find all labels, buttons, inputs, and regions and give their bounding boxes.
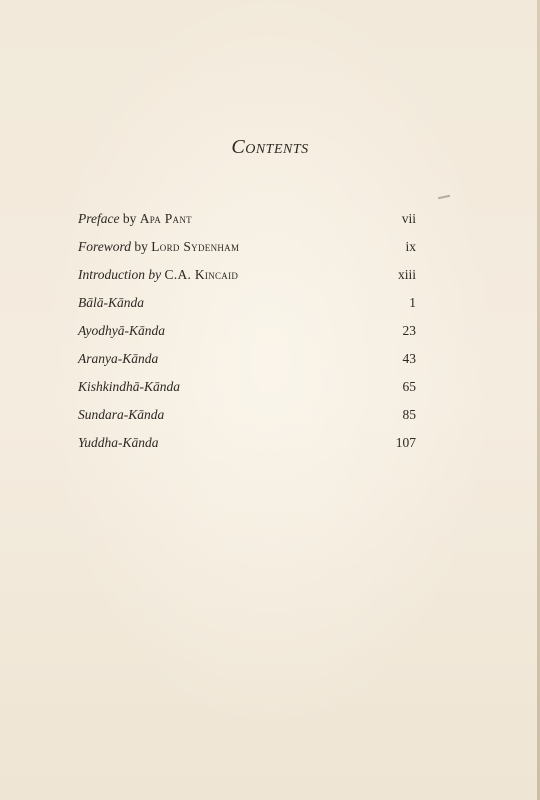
entry-title: Preface — [78, 211, 120, 226]
toc-entry — [78, 323, 165, 339]
table-of-contents — [78, 211, 416, 463]
toc-entry — [78, 211, 192, 227]
entry-page-number: 65 — [402, 379, 416, 394]
entry-page-number: xiii — [397, 267, 416, 282]
entry-author: C.A. Kincaid — [164, 267, 239, 282]
toc-row-sundara-kanda — [78, 407, 416, 435]
toc-entry — [78, 239, 239, 255]
entry-title: Aranya-Kānda — [78, 351, 159, 366]
toc-entry — [78, 435, 159, 451]
entry-title: Bālā-Kānda — [78, 295, 144, 310]
toc-entry — [78, 351, 158, 367]
toc-row-bala-kanda — [78, 295, 416, 323]
toc-row-aranya-kanda — [78, 351, 416, 379]
entry-author: Lord Sydenham — [151, 239, 240, 254]
entry-page-number: ix — [405, 239, 416, 254]
entry-page-number: 23 — [402, 323, 416, 338]
toc-entry — [78, 295, 144, 311]
entry-page-number: vii — [401, 211, 416, 226]
toc-entry — [78, 379, 180, 395]
toc-row-kishkindha-kanda — [78, 379, 416, 407]
toc-entry — [78, 267, 238, 283]
entry-title: Kishkindhā-Kānda — [78, 379, 181, 394]
entry-title: Foreword — [78, 239, 131, 254]
toc-row-yuddha-kanda — [78, 435, 416, 463]
entry-page-number: 107 — [395, 435, 416, 450]
entry-author: Apa Pant — [139, 211, 192, 226]
entry-by: by — [131, 239, 152, 254]
stray-ink-mark — [438, 195, 450, 199]
entry-page-number: 43 — [402, 351, 416, 366]
entry-title: Ayodhyā-Kānda — [78, 323, 165, 338]
toc-row-preface — [78, 211, 416, 239]
entry-title: Yuddha-Kānda — [78, 435, 159, 450]
entry-title: Introduction by — [78, 267, 162, 282]
toc-row-introduction — [78, 267, 416, 295]
entry-title: Sundara-Kānda — [78, 407, 165, 422]
entry-by: by — [119, 211, 140, 226]
toc-row-ayodhya-kanda — [78, 323, 416, 351]
toc-entry — [78, 407, 164, 423]
entry-page-number: 1 — [409, 295, 416, 310]
page-title: Contents — [231, 136, 309, 158]
toc-row-foreword — [78, 239, 416, 267]
entry-page-number: 85 — [402, 407, 416, 422]
